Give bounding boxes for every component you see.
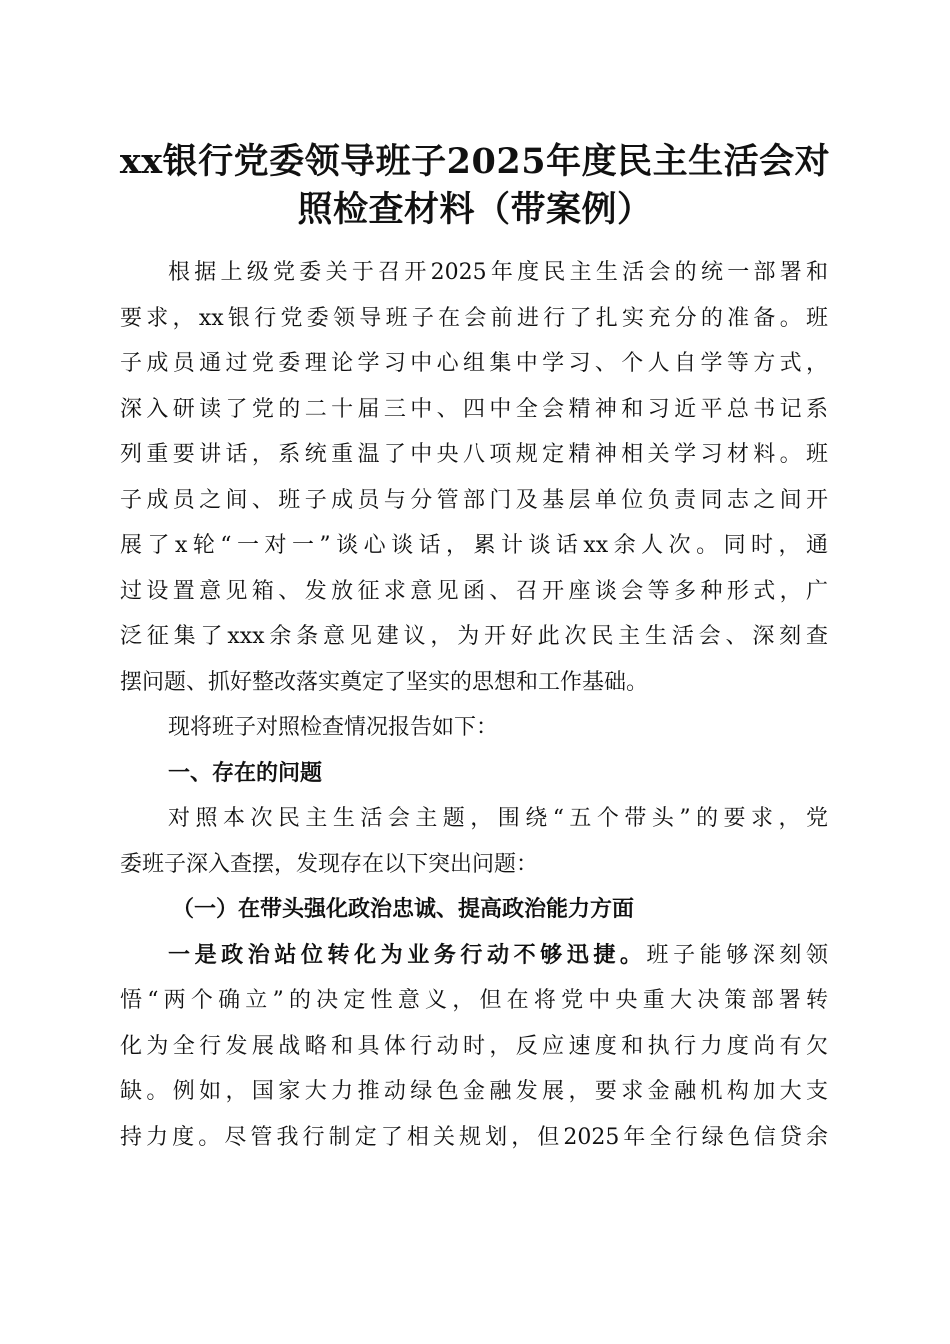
text-line: 要求，xx银行党委领导班子在会前进行了扎实充分的准备。班 — [120, 305, 828, 331]
document-body — [120, 250, 828, 1160]
text-line: 对照本次民主生活会主题，围绕“五个带头”的要求，党 — [168, 806, 828, 831]
text-line: 泛征集了xxx余条意见建议，为开好此次民主生活会、深刻查 — [120, 624, 828, 649]
paragraph-report-intro: 现将班子对照检查情况报告如下： — [168, 715, 499, 740]
title-line-1: xx银行党委领导班子2025年度民主生活会对 — [119, 141, 831, 182]
text-line: 化为全行发展战略和具体行动时，反应速度和执行力度尚有欠 — [120, 1033, 828, 1059]
text-line: 列重要讲话，系统重温了中央八项规定精神相关学习材料。班 — [120, 442, 828, 467]
text-line: 根据上级党委关于召开2025年度民主生活会的统一部署和 — [168, 260, 828, 285]
text-line: 持力度。尽管我行制定了相关规划，但2025年全行绿色信贷余 — [120, 1124, 828, 1150]
text-line — [120, 933, 828, 979]
text-line: 悟“两个确立”的决定性意义，但在将党中央重大决策部署转 — [120, 988, 828, 1013]
text-line: 深入研读了党的二十届三中、四中全会精神和习近平总书记系 — [120, 396, 828, 422]
text-line: 子成员通过党委理论学习中心组集中学习、个人自学等方式， — [120, 351, 828, 376]
text-line: 缺。例如，国家大力推动绿色金融发展，要求金融机构加大支 — [120, 1079, 828, 1104]
document-title — [110, 138, 840, 234]
paragraph-theme — [120, 796, 828, 887]
text-line: 过设置意见箱、发放征求意见函、召开座谈会等多种形式，广 — [120, 578, 828, 604]
subsection-heading: （一）在带头强化政治忠诚、提高政治能力方面 — [172, 896, 635, 922]
paragraph-preparation — [120, 250, 828, 705]
text-line: 展了x轮“一对一”谈心谈话，累计谈话xx余人次。同时，通 — [120, 533, 828, 558]
text-line: 委班子深入查摆，发现存在以下突出问题： — [120, 851, 539, 877]
section-heading: 一、存在的问题 — [168, 760, 323, 786]
lead-sentence: 一是政治站位转化为业务行动不够迅捷。 — [168, 941, 647, 968]
lead-sentence-rest: 班子能够深刻领 — [646, 942, 828, 968]
title-line-2: 照检查材料（带案例） — [297, 189, 653, 230]
text-line: 摆问题、抓好整改落实奠定了坚实的思想和工作基础。 — [120, 669, 649, 695]
text-line: 子成员之间、班子成员与分管部门及基层单位负责同志之间开 — [120, 487, 828, 513]
paragraph-political-stance — [120, 933, 828, 1161]
